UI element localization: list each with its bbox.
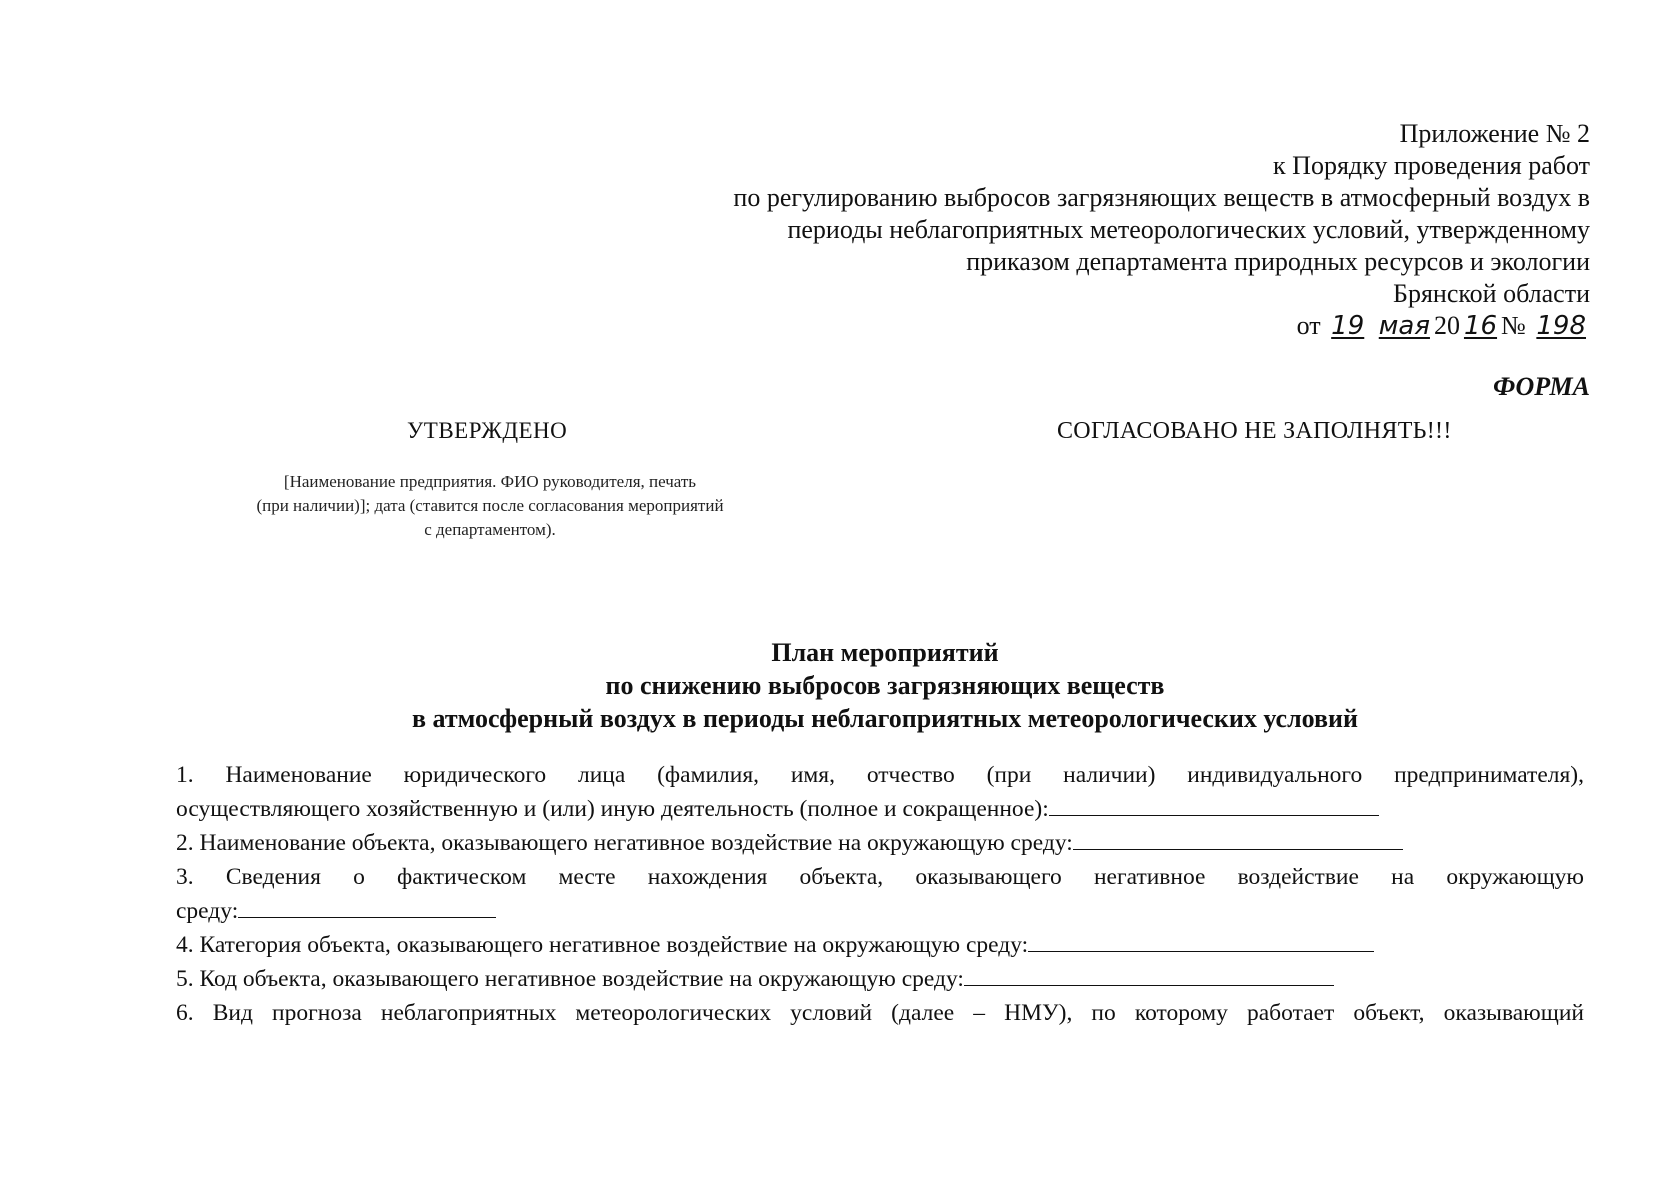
form-label: ФОРМА — [1493, 372, 1590, 401]
item-5 — [176, 962, 1584, 996]
date-prefix: от — [1296, 311, 1321, 340]
handwritten-day: 19 — [1331, 311, 1365, 341]
item-3-label: среду: — [176, 898, 239, 924]
item-1-label: осуществляющего хозяйственную и (или) иную деятельность (полное и сокращенное): — [176, 796, 1049, 822]
object-name-field[interactable] — [1073, 829, 1403, 850]
approved-note-line-1: [Наименование предприятия. ФИО руководителя, печать — [283, 472, 697, 491]
item-6: 6. Вид прогноза неблагоприятных метеорологических условий (далее – НМУ), по которому работает объект, оказывающий — [176, 1000, 1584, 1026]
year-prefix: 20 — [1433, 311, 1460, 340]
handwritten-year: 16 — [1463, 311, 1498, 341]
title-line-1: План мероприятий — [771, 638, 999, 667]
agreed-title: СОГЛАСОВАНО НЕ ЗАПОЛНЯТЬ!!! — [1057, 418, 1452, 444]
order-date-line — [733, 310, 1590, 342]
number-sign: № — [1501, 311, 1526, 340]
document-title — [200, 636, 1570, 735]
object-code-field[interactable] — [964, 965, 1334, 986]
item-5-label: 5. Код объекта, оказывающего негативное воздействие на окружающую среду: — [176, 966, 964, 992]
appendix-line-3: по регулированию выбросов загрязняющих веществ в атмосферный воздух в — [733, 183, 1590, 212]
item-2 — [176, 826, 1584, 860]
title-line-3: в атмосферный воздух в периоды неблагоприятных метеорологических условий — [411, 704, 1359, 733]
item-1-line-2 — [176, 792, 1584, 826]
appendix-number: Приложение № 2 — [1399, 119, 1590, 148]
handwritten-month: мая — [1378, 311, 1430, 341]
appendix-line-5: приказом департамента природных ресурсов и экологии — [966, 247, 1590, 276]
approved-note-line-2: (при наличии)]; дата (ставится после согласования мероприятий — [256, 496, 724, 515]
appendix-line-6: Брянской области — [1393, 279, 1590, 308]
approved-note — [205, 470, 775, 542]
appendix-line-4: периоды неблагоприятных метеорологических условий, утвержденному — [787, 215, 1590, 244]
handwritten-order-number: 198 — [1536, 311, 1586, 341]
item-3-line-1: 3. Сведения о фактическом месте нахождения объекта, оказывающего негативное воздействие на окружающую — [176, 864, 1584, 890]
item-2-label: 2. Наименование объекта, оказывающего негативное воздействие на окружающую среду: — [176, 830, 1073, 856]
object-category-field[interactable] — [1028, 931, 1374, 952]
item-3-line-2 — [176, 894, 1584, 928]
item-4 — [176, 928, 1584, 962]
appendix-line-2: к Порядку проведения работ — [1273, 151, 1590, 180]
legal-entity-name-field[interactable] — [1049, 795, 1379, 816]
approved-title: УТВЕРЖДЕНО — [407, 418, 568, 443]
item-4-label: 4. Категория объекта, оказывающего негативное воздействие на окружающую среду: — [176, 932, 1029, 958]
approved-note-line-3: с департаментом). — [424, 520, 556, 539]
appendix-header — [733, 118, 1590, 342]
object-location-field[interactable] — [238, 897, 496, 918]
item-1-line-1: 1. Наименование юридического лица (фамилия, имя, отчество (при наличии) индивидуального предпринимателя), — [176, 762, 1584, 788]
form-items — [176, 758, 1584, 1030]
title-line-2: по снижению выбросов загрязняющих веществ — [605, 671, 1165, 700]
